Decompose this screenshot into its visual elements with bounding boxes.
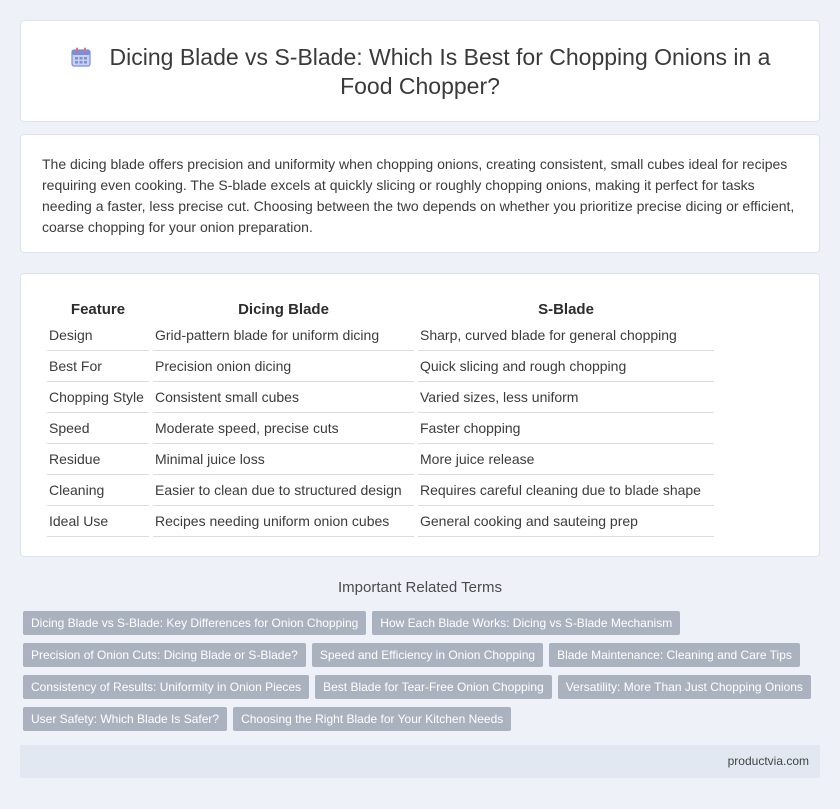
feature-cell: Ideal Use xyxy=(47,506,149,537)
related-term-tag[interactable]: Consistency of Results: Uniformity in Onion Pieces xyxy=(23,675,309,699)
s-blade-cell: More juice release xyxy=(418,444,714,475)
table-row xyxy=(47,444,714,475)
related-terms-heading: Important Related Terms xyxy=(338,579,502,596)
s-blade-cell: Varied sizes, less uniform xyxy=(418,382,714,413)
related-term-tag[interactable]: Best Blade for Tear-Free Onion Chopping xyxy=(315,675,552,699)
page-title-wrap xyxy=(61,43,779,101)
tag-row xyxy=(23,611,823,643)
dicing-cell: Consistent small cubes xyxy=(153,382,414,413)
table-row xyxy=(47,413,714,444)
footer-bar xyxy=(20,745,820,778)
calendar-icon xyxy=(70,46,92,68)
related-term-tag[interactable]: Precision of Onion Cuts: Dicing Blade or S-Blade? xyxy=(23,643,306,667)
table-row xyxy=(47,475,714,506)
related-term-tag[interactable]: How Each Blade Works: Dicing vs S-Blade Mechanism xyxy=(372,611,680,635)
table-row xyxy=(47,320,714,351)
related-term-tag[interactable]: Choosing the Right Blade for Your Kitchen Needs xyxy=(233,707,511,731)
comparison-table xyxy=(43,296,718,537)
footer-site-link[interactable]: productvia.com xyxy=(727,754,809,768)
feature-cell: Cleaning xyxy=(47,475,149,506)
table-row xyxy=(47,382,714,413)
s-blade-cell: Faster chopping xyxy=(418,413,714,444)
tag-row xyxy=(23,643,823,675)
feature-cell: Best For xyxy=(47,351,149,382)
table-row xyxy=(47,506,714,537)
table-header-row xyxy=(47,296,714,320)
table-row xyxy=(47,351,714,382)
page-title: Dicing Blade vs S-Blade: Which Is Best for Chopping Onions in a Food Chopper? xyxy=(109,44,771,99)
s-blade-cell: Quick slicing and rough chopping xyxy=(418,351,714,382)
header-s-blade: S-Blade xyxy=(538,300,594,318)
intro-paragraph: The dicing blade offers precision and uniformity when chopping onions, creating consistent, small cubes ideal for recipes requiring even cooking. The S-blade excels at quickly slicing or roughly chopping onions, making it perfect for tasks needing a faster, less precise cut. Choosing between the two depends on whether you prioritize precise dicing or efficient, coarse chopping for your onion preparation. xyxy=(42,156,795,235)
dicing-cell: Easier to clean due to structured design xyxy=(153,475,414,506)
dicing-cell: Recipes needing uniform onion cubes xyxy=(153,506,414,537)
feature-cell: Speed xyxy=(47,413,149,444)
related-term-tag[interactable]: Versatility: More Than Just Chopping Onions xyxy=(558,675,811,699)
feature-cell: Design xyxy=(47,320,149,351)
tag-row xyxy=(23,707,823,739)
dicing-cell: Minimal juice loss xyxy=(153,444,414,475)
comparison-table-card xyxy=(20,273,820,557)
dicing-cell: Precision onion dicing xyxy=(153,351,414,382)
related-term-tag[interactable]: Dicing Blade vs S-Blade: Key Differences for Onion Chopping xyxy=(23,611,366,635)
tag-row xyxy=(23,675,823,707)
header-dicing-blade: Dicing Blade xyxy=(238,300,329,318)
intro-card xyxy=(20,134,820,253)
title-card xyxy=(20,20,820,122)
related-term-tag[interactable]: User Safety: Which Blade Is Safer? xyxy=(23,707,227,731)
feature-cell: Residue xyxy=(47,444,149,475)
related-term-tag[interactable]: Blade Maintenance: Cleaning and Care Tips xyxy=(549,643,800,667)
header-feature: Feature xyxy=(70,300,126,318)
related-term-tag[interactable]: Speed and Efficiency in Onion Chopping xyxy=(312,643,543,667)
s-blade-cell: General cooking and sauteing prep xyxy=(418,506,714,537)
related-terms-list xyxy=(23,611,823,739)
dicing-cell: Moderate speed, precise cuts xyxy=(153,413,414,444)
s-blade-cell: Sharp, curved blade for general chopping xyxy=(418,320,714,351)
s-blade-cell: Requires careful cleaning due to blade shape xyxy=(418,475,714,506)
dicing-cell: Grid-pattern blade for uniform dicing xyxy=(153,320,414,351)
feature-cell: Chopping Style xyxy=(47,382,149,413)
